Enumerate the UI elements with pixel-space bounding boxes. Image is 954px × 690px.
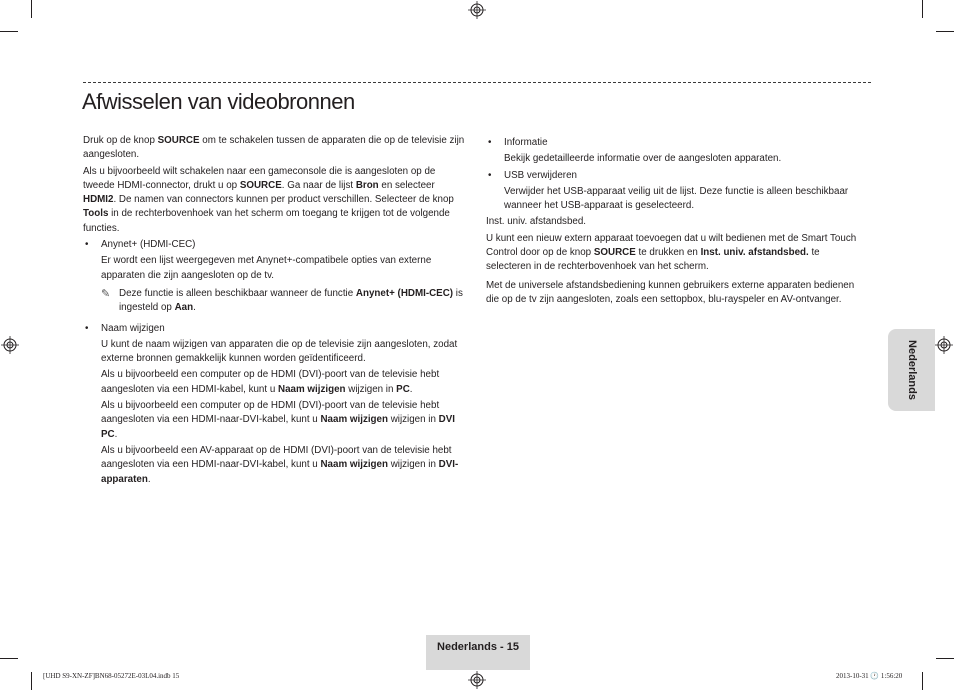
page-number: Nederlands - 15 <box>437 641 519 653</box>
registration-mark-icon <box>468 1 486 19</box>
bold-term: PC <box>396 383 410 395</box>
bullet-anynet <box>83 238 468 252</box>
bullet-usb <box>486 169 866 183</box>
side-tab-label: Nederlands <box>905 340 918 400</box>
bold-term: Naam wijzigen <box>320 459 388 471</box>
bold-term: Aan <box>174 302 194 314</box>
footer-timestamp: 2013-10-31 🕐 1:56:20 <box>836 672 903 680</box>
bold-term: Naam wijzigen <box>320 414 388 426</box>
anynet-description: Er wordt een lijst weergegeven met Anynet+-compatibele opties van externe apparaten die zijn aangesloten op de tv. <box>101 255 432 281</box>
bold-term: Inst. univ. afstandsbed. <box>700 247 809 259</box>
crop-mark <box>936 31 954 32</box>
bullet-heading: Anynet+ (HDMI-CEC) <box>101 239 196 251</box>
bold-term: Tools <box>83 208 109 220</box>
note-text: Deze functie is alleen beschikbaar wanneer de functie Anynet+ (HDMI-CEC) is ingesteld op Aan. <box>119 287 463 314</box>
bullet-heading: USB verwijderen <box>504 169 577 181</box>
bold-term: SOURCE <box>157 135 200 146</box>
note <box>83 287 468 316</box>
crop-mark <box>31 672 32 690</box>
bullet-heading: Naam wijzigen <box>101 322 165 334</box>
right-column <box>486 134 866 309</box>
footer-file-info: [UHD S9-XN-ZF]BN68-05272E-03L04.indb 15 <box>43 672 180 680</box>
bold-term: DVI-apparaten <box>101 459 459 485</box>
bullet-heading: Informatie <box>504 137 548 148</box>
intro-paragraph: Druk op de knop SOURCE om te schakelen tussen de apparaten die op de televisie zijn aangesloten. <box>83 135 465 161</box>
bold-term: Bron <box>355 179 379 191</box>
crop-mark <box>0 31 18 32</box>
bold-term: HDMI2 <box>83 194 114 206</box>
language-side-tab <box>888 329 935 411</box>
bold-term: Naam wijzigen <box>278 383 346 395</box>
bold-term: Anynet+ (HDMI-CEC) <box>355 287 454 299</box>
bold-term: SOURCE <box>593 247 636 259</box>
crop-mark <box>936 658 954 659</box>
usb-description: Verwijder het USB-apparaat veilig uit de lijst. Deze functie is alleen beschikbaar wanneer het USB-apparaat is geselecteerd. <box>504 185 849 212</box>
page-title: Afwisselen van videobronnen <box>82 89 355 114</box>
bold-term: SOURCE <box>239 179 282 191</box>
registration-mark-icon <box>468 671 486 689</box>
rename-paragraph: Als u bijvoorbeeld een AV-apparaat op de HDMI (DVI)-poort van de televisie hebt aangesloten via een HDMI-naar-DVI-kabel, kunt u Naam wijzigen wijzigen in DVI-apparaten. <box>101 444 459 485</box>
bullet-rename <box>83 322 468 336</box>
page-number-box <box>426 635 530 670</box>
pencil-icon: ✎ <box>101 287 111 300</box>
registration-mark-icon <box>1 336 19 354</box>
crop-mark <box>922 0 923 18</box>
crop-mark <box>922 672 923 690</box>
left-column <box>83 134 468 489</box>
inst-paragraph: U kunt een nieuw extern apparaat toevoegen dat u wilt bedienen met de Smart Touch Control door op de knop SOURCE te drukken en Inst. univ. afstandsbed. te selecteren in de rechterbovenhoek van het scherm. <box>486 232 857 273</box>
bullet-info <box>486 136 866 150</box>
bold-term: DVI PC <box>101 414 455 440</box>
rename-paragraph: U kunt de naam wijzigen van apparaten die op de televisie zijn aangesloten, zodat externe bronnen gemakkelijk kunnen worden geïdentificeerd. <box>101 338 458 365</box>
intro-paragraph: Als u bijvoorbeeld wilt schakelen naar een gameconsole die is aangesloten op de tweede HDMI-connector, drukt u op SOURCE. Ga naar de lijst Bron en selecteer HDMI2. De namen van connectors kunnen per product verschillen. Selecteer de knop Tools in de rechterbovenhoek van het scherm om toegang te krijgen tot de volgende functies. <box>83 165 454 234</box>
section-heading: Inst. univ. afstandsbed. <box>486 216 587 228</box>
registration-mark-icon <box>935 336 953 354</box>
info-description: Bekijk gedetailleerde informatie over de aangesloten apparaten. <box>504 153 782 165</box>
crop-mark <box>0 658 18 659</box>
rename-paragraph: Als u bijvoorbeeld een computer op de HDMI (DVI)-poort van de televisie hebt aangesloten via een HDMI-kabel, kunt u Naam wijzigen wijzigen in PC. <box>101 369 440 395</box>
crop-mark <box>31 0 32 18</box>
inst-paragraph: Met de universele afstandsbediening kunnen gebruikers externe apparaten bedienen die op de tv zijn aangesloten, zoals een settopbox, blu-rayspeler en AV-ontvanger. <box>486 279 855 305</box>
rename-paragraph: Als u bijvoorbeeld een computer op de HDMI (DVI)-poort van de televisie hebt aangesloten via een HDMI-naar-DVI-kabel, kunt u Naam wijzigen wijzigen in DVI PC. <box>101 400 455 440</box>
title-rule <box>83 82 871 83</box>
